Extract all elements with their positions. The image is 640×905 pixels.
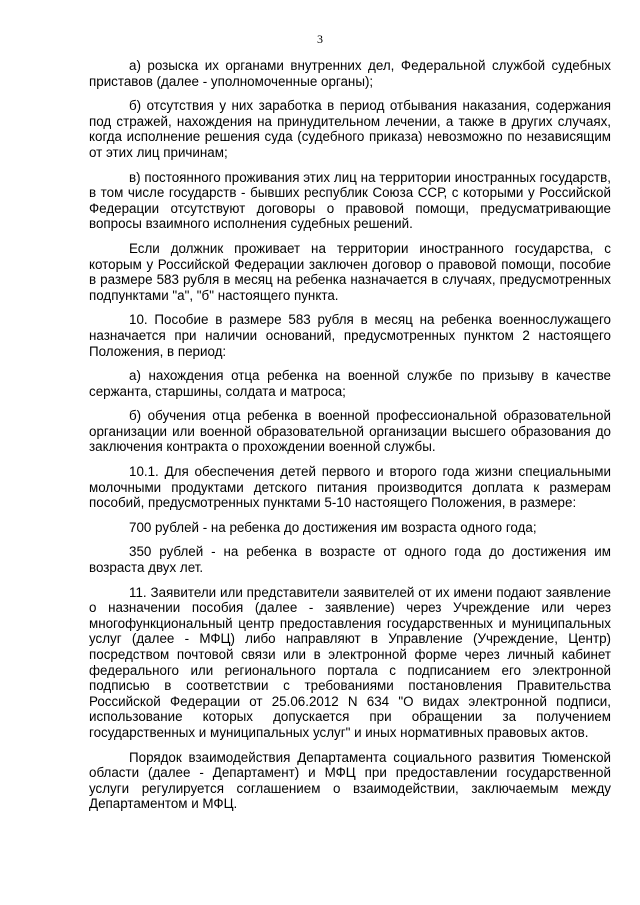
page-number: 3 (317, 32, 323, 46)
paragraph-700-rubles: 700 рублей - на ребенка до достижения им возраста одного года; (129, 519, 537, 535)
paragraph-3a-search: а) розыска их органами внутренних дел, Федеральной службой судебных приставов (далее - уполномоченные органы); (89, 58, 611, 89)
paragraph-interaction-procedure: Порядок взаимодействия Департамента социального развития Тюменской области (далее - Департамент) и МФЦ при предоставлении государственной услуги регулируется соглашением о взаимодействии, заключаемым между Департаментом и МФЦ. (89, 749, 611, 812)
paragraph-debtor-abroad: Если должник проживает на территории иностранного государства, с которым у Российской Федерации заключен договор о правовой помощи, пособие в размере 583 рубля в месяц на ребенка назначается в случаях, предусмотренных подпунктами "а", "б" настоящего пункта. (89, 240, 611, 303)
paragraph-10-military-allowance: 10. Пособие в размере 583 рубля в месяц на ребенка военнослужащего назначается при наличии оснований, предусмотренных пунктом 2 настоящего Положения, в период: (89, 312, 611, 359)
paragraph-11-application: 11. Заявители или представители заявителей от их имени подают заявление о назначении пособия (далее - заявление) через Учреждение или через многофункциональный центр предоставления государственных и муниципальных услуг (далее - МФЦ) либо направляют в Управление (Учреждение, Центр) посредством почтовой связи или в электронной форме через личный кабинет федерального или регионального портала с подписанием его электронной подписью в соответствии с требованиями постановления Правительства Российской Федерации от 25.06.2012 N 634 "О видах электронной подписи, использование которых допускается при обращении за получением государственных и муниципальных услуг" и иных нормативных правовых актов. (89, 584, 611, 740)
paragraph-10a-conscription: а) нахождения отца ребенка на военной службе по призыву в качестве сержанта, старшины, солдата и матроса; (89, 368, 611, 399)
paragraph-10-1-dairy-supplement: 10.1. Для обеспечения детей первого и второго года жизни специальными молочными продуктами детского питания производится доплата к размерам пособий, предусмотренных пунктами 5-10 настоящего Положения, в размере: (89, 464, 611, 511)
paragraph-3c-foreign-residence: в) постоянного проживания этих лиц на территории иностранных государств, в том числе государств - бывших республик Союза ССР, с которыми у Российской Федерации отсутствуют договоры о правовой помощи, предусматривающие вопросы взаимного исполнения судебных решений. (89, 169, 611, 232)
paragraph-3b-no-earnings: б) отсутствия у них заработка в период отбывания наказания, содержания под стражей, нахождения на принудительном лечении, а также в других случаях, когда исполнение решения суда (судебного приказа) невозможно по независящим от этих лиц причинам; (89, 98, 611, 160)
paragraph-10b-military-education: б) обучения отца ребенка в военной профессиональной образовательной организации или военной образовательной организации высшего образования до заключения контракта о прохождении военной службы. (89, 408, 611, 455)
paragraph-350-rubles: 350 рублей - на ребенка в возрасте от одного года до достижения им возраста двух лет. (89, 544, 611, 576)
document-body (89, 58, 611, 821)
